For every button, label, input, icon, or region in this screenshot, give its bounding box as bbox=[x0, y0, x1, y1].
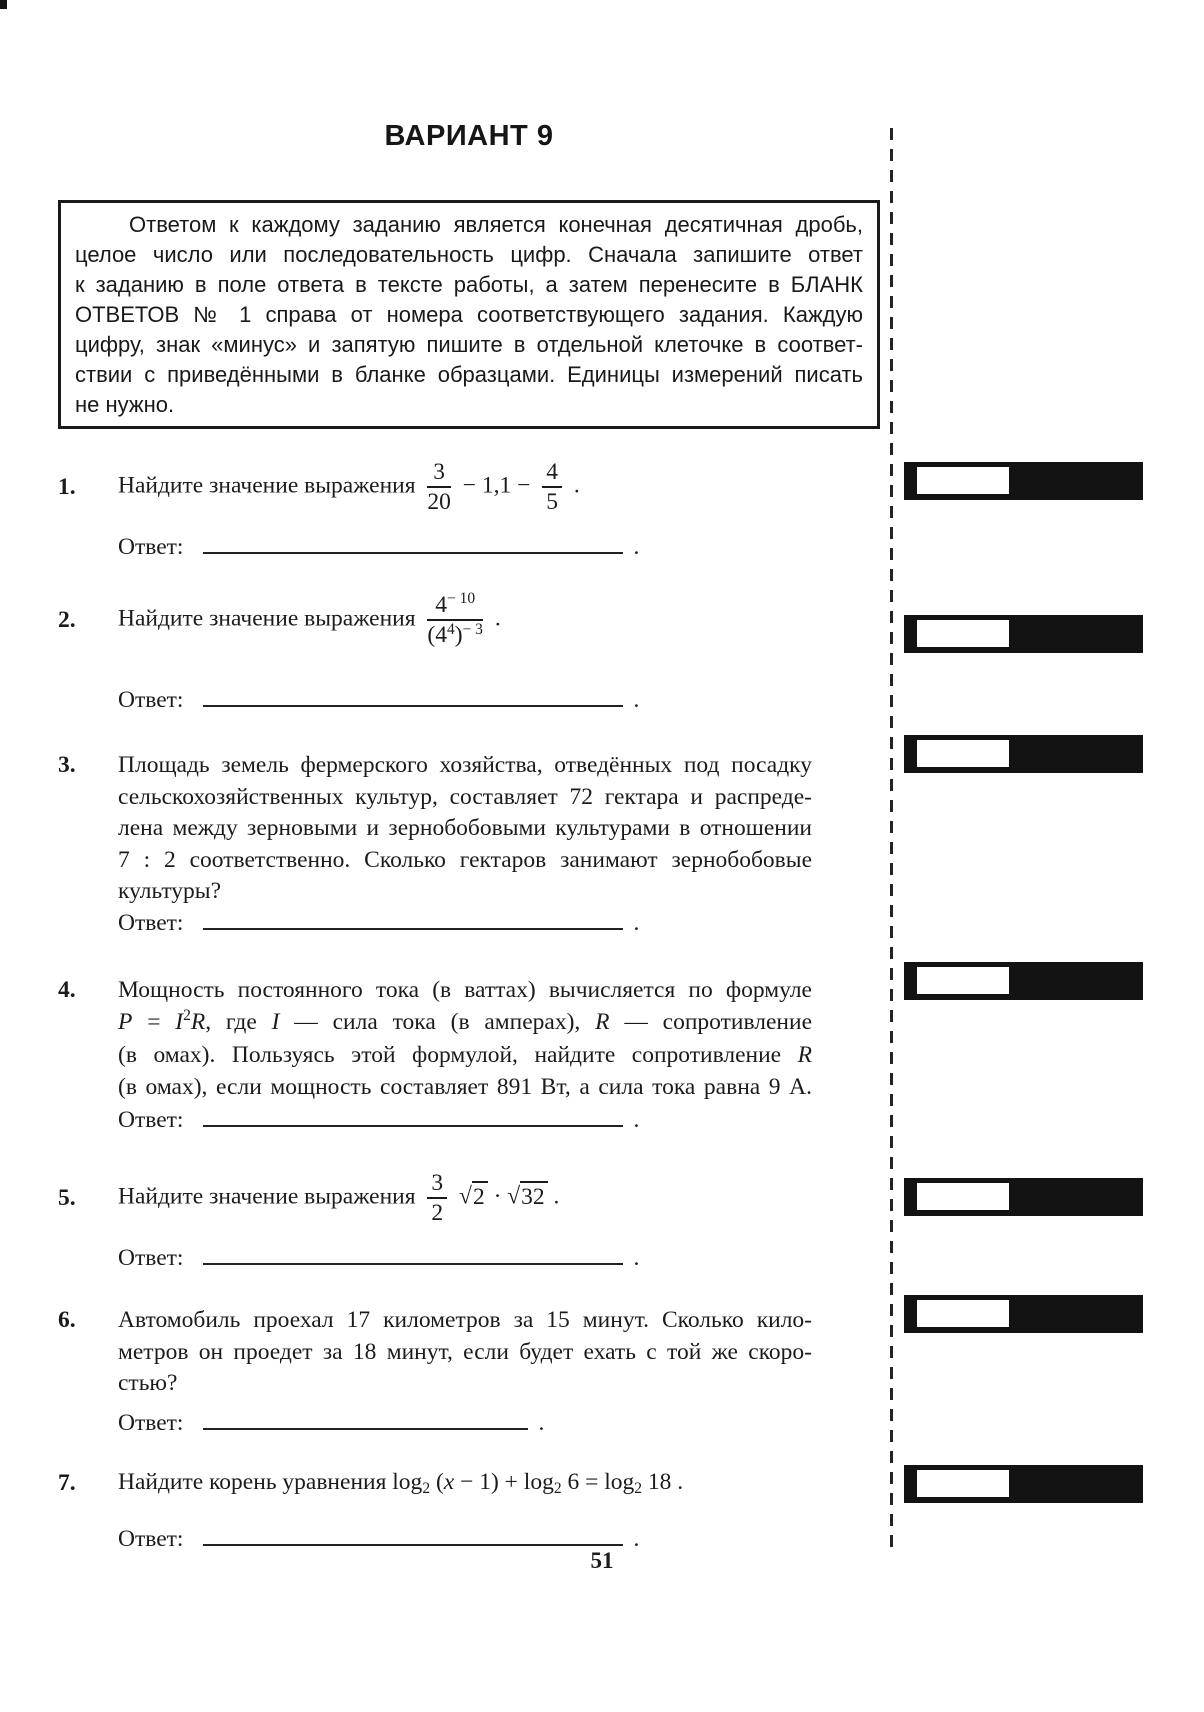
problem-3 bbox=[58, 750, 812, 908]
fraction: $\frac{3}{20}$ bbox=[427, 459, 451, 516]
problem-text: Найдите корень уравнения log2 (x − 1) + log2 6 = log2 18 . bbox=[118, 1469, 684, 1498]
page-title: ВАРИАНТ 9 bbox=[384, 120, 554, 152]
answer-blank-line bbox=[203, 1406, 528, 1430]
instruction-line: к заданию в поле ответа в тексте работы, а затем перенесите в БЛАНК bbox=[75, 272, 863, 297]
problem-text: Площадь земель фермерского хозяйства, отведённых под посадку сельскохозяйственных культур, составляет 72 гектара и распреде- лена между зерновыми и зернобобовыми культурами в отношении 7 : 2 соответственно. Сколько гектаров занимают зернобобовые культуры? bbox=[118, 752, 812, 904]
page-number: 51 bbox=[590, 1548, 614, 1573]
problem-text: Найдите значение выражения $\frac{3}{20}$ − 1,1 − $\frac{4}{5}$ . bbox=[118, 459, 580, 516]
answer-redaction-bar bbox=[904, 1178, 1143, 1216]
answer-window bbox=[917, 620, 1009, 647]
problem-4 bbox=[58, 975, 812, 1103]
instruction-line: ОТВЕТОВ № 1 справа от номера соответствующего задания. Каждую bbox=[75, 302, 863, 327]
fraction: $\frac{3}{2}$ bbox=[427, 1170, 447, 1227]
instruction-line: цифру, знак «минус» и запятую пишите в отдельной клеточке в соответ- bbox=[75, 332, 863, 357]
dashed-cut-line bbox=[890, 128, 893, 1550]
answer-window bbox=[917, 740, 1009, 767]
problem-number: 5. bbox=[58, 1184, 76, 1211]
fraction: $\frac{4^{- 10}}{(4^4)^{- 3}}$ bbox=[427, 590, 483, 649]
problem-number: 1. bbox=[58, 473, 76, 500]
problem-number: 6. bbox=[58, 1307, 76, 1333]
instruction-line: не нужно. bbox=[75, 392, 175, 417]
scan-speck bbox=[0, 0, 7, 9]
answer-label: Ответ: bbox=[118, 1410, 184, 1436]
answer-row: Ответ: . bbox=[118, 1522, 639, 1553]
problem-number: 3. bbox=[58, 752, 76, 778]
problem-5 bbox=[58, 1170, 812, 1227]
answer-window bbox=[917, 467, 1009, 494]
log-equation: log2 (x − 1) + log2 6 = log2 18 . bbox=[392, 1469, 684, 1498]
answer-label: Ответ: bbox=[118, 1526, 184, 1552]
problem-7 bbox=[58, 1467, 812, 1501]
instruction-box bbox=[58, 200, 880, 429]
problem-1 bbox=[58, 459, 812, 516]
answer-blank-line bbox=[203, 1103, 623, 1127]
problem-number: 2. bbox=[58, 606, 76, 633]
answer-label: Ответ: bbox=[118, 534, 184, 560]
answer-blank-line bbox=[203, 1241, 623, 1265]
radical: √32 bbox=[507, 1181, 547, 1210]
problem-text: Найдите значение выражения $\frac{3}{2}$ √2 · √32 . bbox=[118, 1170, 560, 1227]
answer-redaction-bar bbox=[904, 1465, 1143, 1503]
answer-window bbox=[917, 967, 1009, 994]
formula-line: $P = I^2R$, где I — сила тока (в амперах), R — сопротивление bbox=[118, 1006, 812, 1035]
fraction: $\frac{4}{5}$ bbox=[542, 459, 562, 516]
answer-blank-line bbox=[203, 906, 623, 930]
problem-number: 7. bbox=[58, 1470, 76, 1496]
problem-text: Найдите значение выражения $\frac{4^{- 10}}{(4^4)^{- 3}}$ . bbox=[118, 590, 501, 649]
answer-blank-line bbox=[203, 1522, 623, 1546]
radical: √2 bbox=[459, 1181, 488, 1210]
answer-row: Ответ: . bbox=[118, 683, 639, 714]
answer-label: Ответ: bbox=[118, 1107, 184, 1133]
problem-2 bbox=[58, 592, 812, 649]
answer-redaction-bar bbox=[904, 735, 1143, 773]
problem-text: Автомобиль проехал 17 километров за 15 минут. Сколько кило- метров он проедет за 18 минут, если будет ехать с той же скоро- стью? bbox=[118, 1307, 812, 1396]
answer-blank-line bbox=[203, 683, 623, 707]
instruction-line: ствии с приведёнными в бланке образцами. Единицы измерений писать bbox=[75, 362, 863, 387]
answer-row: Ответ: . bbox=[118, 1406, 544, 1437]
answer-redaction-bar bbox=[904, 962, 1143, 1000]
answer-row: Ответ: . bbox=[118, 906, 639, 937]
answer-label: Ответ: bbox=[118, 1245, 184, 1271]
answer-redaction-bar bbox=[904, 462, 1143, 500]
problem-number: 4. bbox=[58, 977, 76, 1003]
answer-row: Ответ: . bbox=[118, 1103, 639, 1134]
answer-blank-line bbox=[203, 530, 623, 554]
problem-6 bbox=[58, 1305, 812, 1400]
answer-row: Ответ: . bbox=[118, 530, 639, 561]
answer-window bbox=[917, 1300, 1009, 1327]
answer-label: Ответ: bbox=[118, 910, 184, 936]
answer-window bbox=[917, 1183, 1009, 1210]
problem-text: Мощность постоянного тока (в ваттах) вычисляется по формуле $P = I^2R$, где I — сила тока (в амперах), R — сопротивление (в омах). Пользуясь этой формулой, найдите сопротивление R (в омах), если мощность составляет 891 Вт, а сила тока равна 9 А. bbox=[118, 977, 812, 1100]
instruction-line: целое число или последовательность цифр. Сначала запишите ответ bbox=[75, 242, 863, 267]
instruction-line: Ответом к каждому заданию является конечная десятичная дробь, bbox=[129, 212, 863, 237]
answer-label: Ответ: bbox=[118, 687, 184, 713]
answer-window bbox=[917, 1470, 1009, 1497]
answer-row: Ответ: . bbox=[118, 1241, 639, 1272]
answer-redaction-bar bbox=[904, 615, 1143, 653]
answer-redaction-bar bbox=[904, 1295, 1143, 1333]
